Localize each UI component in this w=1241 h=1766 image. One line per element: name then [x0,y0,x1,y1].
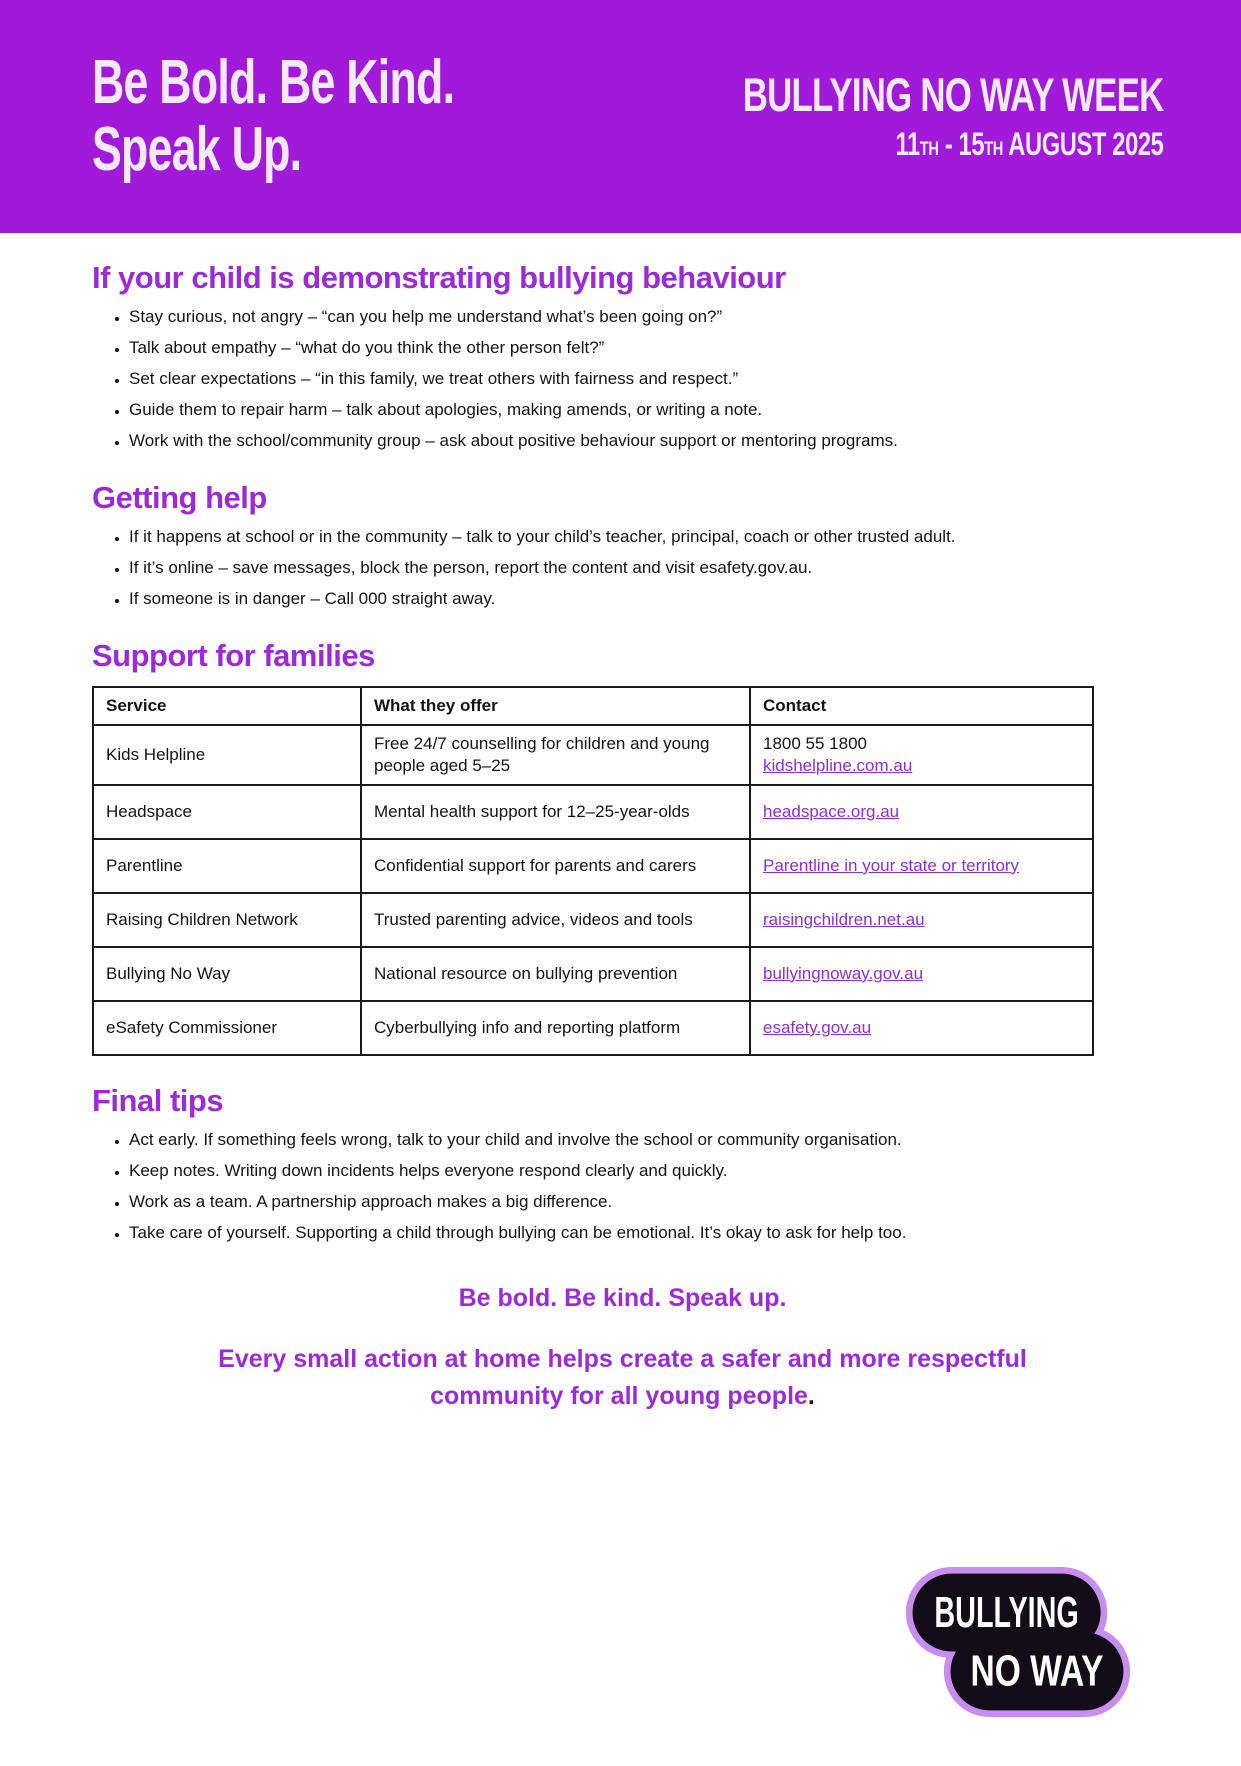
bullet-item: • Stay curious, not angry – “can you help me understand what’s been going on?” [129,306,1153,329]
table-header-row [93,687,1093,725]
service-cell: Raising Children Network [93,893,361,947]
bullying-no-way-logo-icon [903,1566,1133,1718]
column-header-offer: What they offer [361,687,750,725]
section-title-support-families: Support for families [92,637,375,673]
bullet-item: • If it happens at school or in the community – talk to your child’s teacher, principal, coach or other trusted adult. [129,526,1153,549]
contact-cell [750,893,1093,947]
contact-cell [750,947,1093,1001]
contact-link[interactable]: bullyingnoway.gov.au [763,963,924,983]
contact-link[interactable]: raisingchildren.net.au [763,909,925,929]
contact-cell [750,725,1093,785]
banner-tagline-line1: Be Bold. Be Kind. [92,47,455,117]
bullet-item: • Talk about empathy – “what do you think the other person felt?” [129,337,1153,360]
date-ordinal-1: TH [919,137,939,160]
banner-tagline [92,47,455,184]
section-title-final-tips: Final tips [92,1082,224,1118]
service-cell: Headspace [93,785,361,839]
service-cell: Parentline [93,839,361,893]
logo-text-line2: NO WAY [970,1646,1104,1696]
closing-slogan: Be bold. Be kind. Speak up. [458,1284,787,1313]
offer-cell: Mental health support for 12–25-year-olds [361,785,750,839]
service-cell: Bullying No Way [93,947,361,1001]
offer-cell: Trusted parenting advice, videos and tools [361,893,750,947]
contact-cell [750,1001,1093,1055]
bullet-item: • Set clear expectations – “in this family, we treat others with fairness and respect.” [129,368,1153,391]
bullying-behaviour-list [92,306,1153,453]
column-header-contact: Contact [750,687,1093,725]
contact-link[interactable]: kidshelpline.com.au [763,755,913,775]
service-cell: Kids Helpline [93,725,361,785]
bullying-no-way-logo [903,1566,1133,1718]
bullet-item: • Work as a team. A partnership approach makes a big difference. [129,1191,1153,1214]
section-title-bullying-behaviour: If your child is demonstrating bullying behaviour [92,260,786,295]
table-row [93,947,1093,1001]
support-families-table [92,686,1094,1056]
offer-cell: National resource on bullying prevention [361,947,750,1001]
closing-message-text: Every small action at home helps create a safer and more respectful community for all young people [218,1345,1027,1410]
bullet-item: • If someone is in danger – Call 000 straight away. [129,588,1153,611]
getting-help-list [92,526,1153,611]
bullet-item: • Guide them to repair harm – talk about apologies, making amends, or writing a note. [129,399,1153,422]
bullet-item: • Work with the school/community group – ask about positive behaviour support or mentoring programs. [129,430,1153,453]
table-row [93,1001,1093,1055]
banner-event-date [743,126,1164,163]
offer-cell: Confidential support for parents and carers [361,839,750,893]
banner [0,0,1241,233]
closing-message [203,1341,1043,1414]
contact-link[interactable]: esafety.gov.au [763,1017,872,1037]
bullet-item: • Take care of yourself. Supporting a child through bullying can be emotional. It’s okay to ask for help too. [129,1222,1153,1245]
contact-link[interactable]: Parentline in your state or territory [763,855,1020,875]
table-row [93,893,1093,947]
offer-cell: Cyberbullying info and reporting platform [361,1001,750,1055]
bullet-item: • If it’s online – save messages, block the person, report the content and visit esafety.gov.au. [129,557,1153,580]
closing-message-period: . [807,1381,815,1410]
phone-number: 1800 55 1800 [763,733,867,753]
logo-text-line1: BULLYING [934,1587,1079,1637]
contact-cell [750,839,1093,893]
table-row [93,785,1093,839]
table-row [93,839,1093,893]
bullet-item: • Keep notes. Writing down incidents helps everyone respond clearly and quickly. [129,1160,1153,1183]
date-month-year: AUGUST 2025 [1003,125,1164,162]
service-cell: eSafety Commissioner [93,1001,361,1055]
banner-tagline-line2: Speak Up. [92,114,302,184]
section-title-getting-help: Getting help [92,479,267,515]
offer-cell: Free 24/7 counselling for children and young people aged 5–25 [361,725,750,785]
date-day-start: 11 [895,125,920,162]
banner-event-title: BULLYING NO WAY WEEK [742,67,1164,121]
contact-link[interactable]: headspace.org.au [763,801,900,821]
date-separator: - 15 [938,125,985,162]
date-ordinal-2: TH [984,137,1004,160]
table-row [93,725,1093,785]
bullet-item: • Act early. If something feels wrong, talk to your child and involve the school or community organisation. [129,1129,1153,1152]
final-tips-list [92,1129,1153,1245]
column-header-service: Service [93,687,361,725]
banner-event [742,67,1164,163]
contact-cell [750,785,1093,839]
content [0,260,1241,1414]
